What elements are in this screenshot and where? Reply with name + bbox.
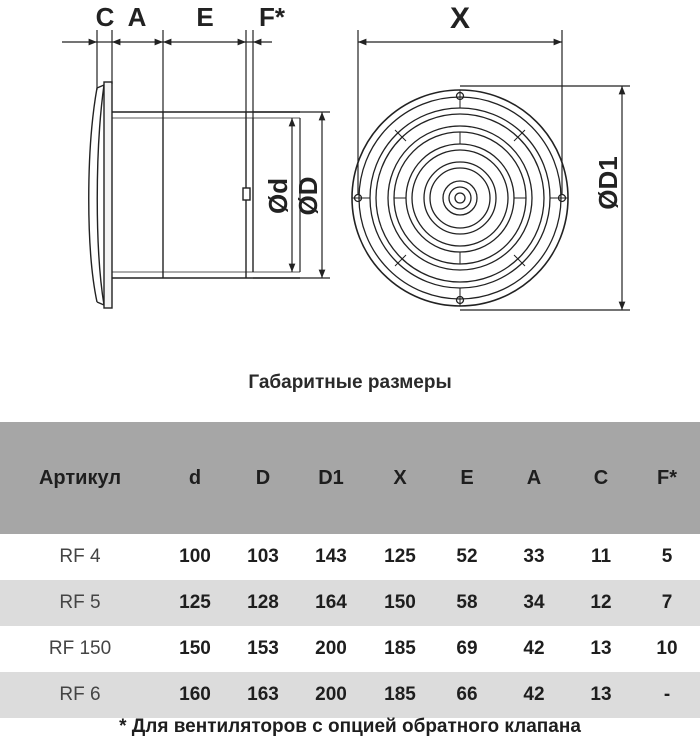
cell-value: 42 bbox=[523, 638, 545, 659]
cell-value: 143 bbox=[315, 546, 347, 567]
cell-article: RF 4 bbox=[59, 546, 101, 567]
header-x: X bbox=[366, 422, 434, 534]
table-row bbox=[0, 534, 700, 580]
cell-value: 185 bbox=[366, 672, 434, 718]
side-dimensions bbox=[62, 30, 330, 278]
footnote: * Для вентиляторов с опцией обратного клапана bbox=[119, 716, 581, 737]
cell-value: - bbox=[634, 672, 700, 718]
cell-value: 13 bbox=[590, 638, 612, 659]
header-a: A bbox=[500, 422, 568, 534]
label-f: F* bbox=[259, 2, 285, 32]
label-x: X bbox=[449, 2, 471, 35]
table-row bbox=[0, 580, 700, 626]
cell-value: 128 bbox=[230, 580, 296, 626]
label-big-d: ØD bbox=[293, 176, 323, 216]
cell-value: 103 bbox=[247, 546, 279, 567]
header-d1: D1 bbox=[296, 422, 366, 534]
dimensions-table bbox=[0, 422, 700, 718]
header-d: d bbox=[160, 422, 230, 534]
cell-value: 7 bbox=[634, 580, 700, 626]
cell-value: 153 bbox=[247, 638, 279, 659]
cell-value: 58 bbox=[434, 580, 500, 626]
cell-value: 185 bbox=[384, 638, 416, 659]
header-e: E bbox=[434, 422, 500, 534]
technical-drawing bbox=[0, 0, 700, 370]
cell-value: 33 bbox=[523, 546, 545, 567]
cell-value: 5 bbox=[661, 546, 673, 567]
cell-value: 163 bbox=[230, 672, 296, 718]
cell-article: RF 5 bbox=[0, 580, 160, 626]
dimensions-title: Габаритные размеры bbox=[248, 372, 452, 393]
cell-value: 200 bbox=[296, 672, 366, 718]
front-view bbox=[352, 90, 568, 306]
cell-value: 200 bbox=[315, 638, 347, 659]
cell-article: RF 150 bbox=[48, 638, 112, 659]
cell-value: 150 bbox=[366, 580, 434, 626]
header-c: C bbox=[568, 422, 634, 534]
label-a: A bbox=[127, 2, 147, 32]
label-e: E bbox=[196, 2, 214, 32]
cell-value: 42 bbox=[500, 672, 568, 718]
label-d: Ød bbox=[263, 177, 293, 215]
cell-value: 69 bbox=[456, 638, 478, 659]
cell-value: 150 bbox=[179, 638, 211, 659]
cell-value: 12 bbox=[568, 580, 634, 626]
table-row bbox=[0, 626, 700, 672]
header-big-d: D bbox=[230, 422, 296, 534]
cell-value: 11 bbox=[590, 546, 612, 567]
label-c: C bbox=[95, 2, 115, 32]
cell-value: 10 bbox=[656, 638, 678, 659]
cell-value: 66 bbox=[434, 672, 500, 718]
cell-value: 13 bbox=[568, 672, 634, 718]
cell-value: 52 bbox=[456, 546, 478, 567]
front-dimensions bbox=[358, 30, 630, 310]
cell-value: 125 bbox=[384, 546, 416, 567]
label-d1: ØD1 bbox=[593, 156, 623, 210]
cell-value: 100 bbox=[179, 546, 211, 567]
cell-value: 125 bbox=[160, 580, 230, 626]
header-article: Артикул bbox=[0, 422, 160, 534]
cell-article: RF 6 bbox=[0, 672, 160, 718]
cell-value: 160 bbox=[160, 672, 230, 718]
table-header-row bbox=[0, 422, 700, 534]
cell-value: 164 bbox=[296, 580, 366, 626]
table-row bbox=[0, 672, 700, 718]
cell-value: 34 bbox=[500, 580, 568, 626]
header-f: F* bbox=[634, 422, 700, 534]
